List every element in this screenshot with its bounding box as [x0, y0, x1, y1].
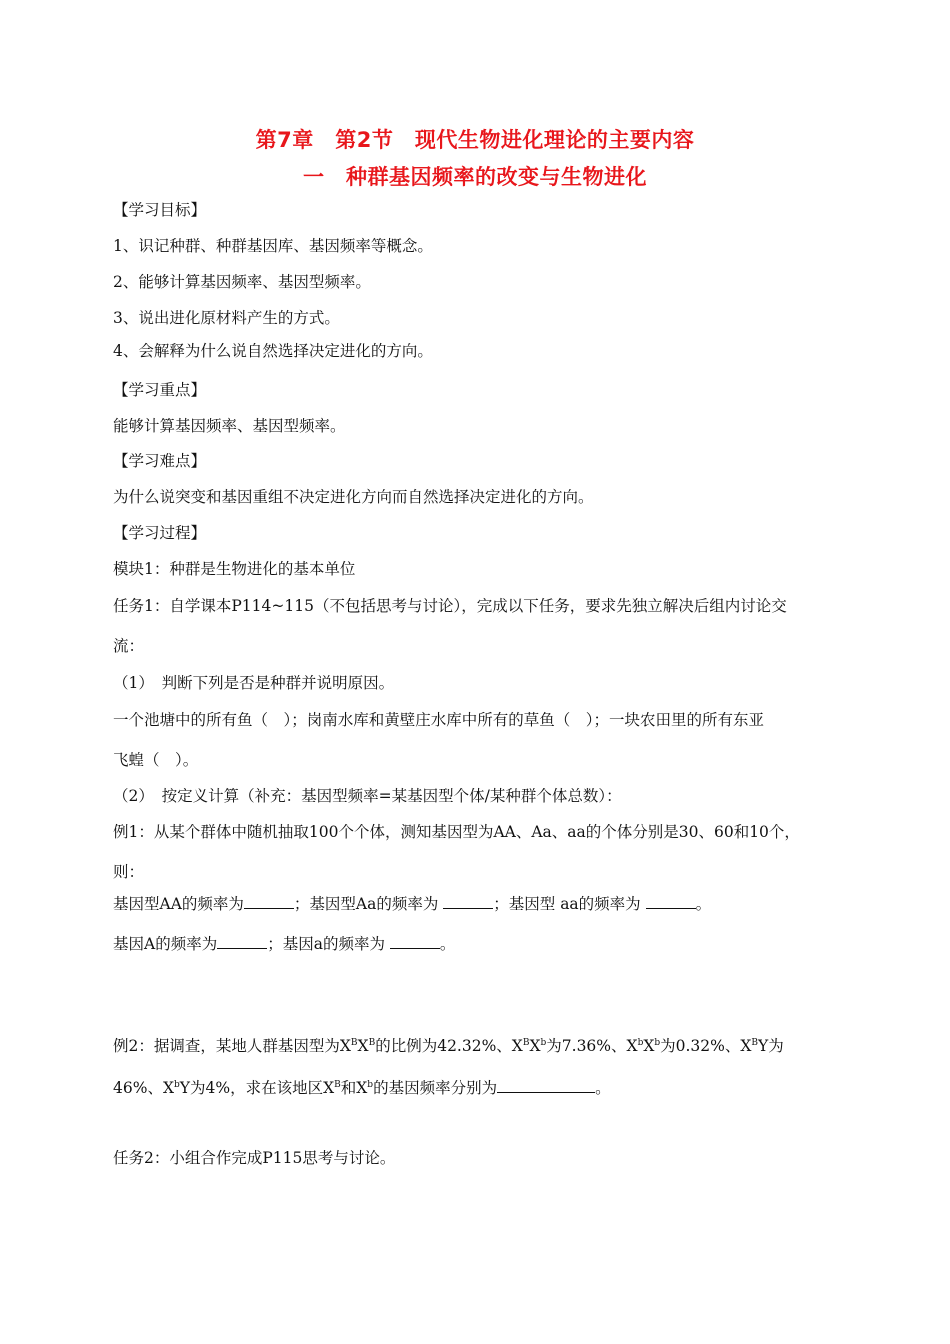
question-1: （1） 判断下列是否是种群并说明原因。 [113, 674, 395, 692]
superscript: B [368, 1038, 376, 1048]
text-run: 46%、X [113, 1079, 174, 1097]
text-run: X [643, 1037, 655, 1055]
text-run: X [529, 1037, 541, 1055]
text-run: 的基因频率分别为 [373, 1079, 498, 1097]
difficulty-header: 【学习难点】 [113, 452, 207, 470]
task-1-text-cont: 流： [113, 637, 145, 655]
text-run: 例2：据调查，某地人群基因型为X [113, 1037, 351, 1055]
module-1-heading: 模块1：种群是生物进化的基本单位 [113, 560, 356, 578]
punctuation: 。 [439, 935, 456, 953]
superscript: b [367, 1080, 374, 1090]
superscript: B [334, 1080, 341, 1090]
text-run: 为7.36%、X [546, 1037, 638, 1055]
superscript: b [637, 1038, 644, 1048]
keypoint-header: 【学习重点】 [113, 381, 207, 399]
answer-blank[interactable] [497, 1078, 595, 1093]
objective-item: 3、说出进化原材料产生的方式。 [113, 309, 340, 327]
answer-blank[interactable] [244, 894, 294, 909]
superscript: b [654, 1038, 661, 1048]
section-title: 一 种群基因频率的改变与生物进化 [303, 165, 647, 189]
objective-item: 1、识记种群、种群基因库、基因频率等概念。 [113, 237, 433, 255]
example-2-text-cont [113, 1078, 611, 1098]
superscript: B [350, 1038, 358, 1048]
question-1-items-cont: 飞蝗（ ）。 [113, 751, 199, 769]
text-run: X [357, 1037, 369, 1055]
task-2-text: 任务2：小组合作完成P115思考与讨论。 [113, 1149, 396, 1167]
genotype-aa-rec-label: ；基因型 aa的频率为 [493, 895, 646, 913]
example-1-text: 例1：从某个群体中随机抽取100个个体，测知基因型为AA、Aa、aa的个体分别是30、60和10个， [113, 823, 800, 841]
difficulty-text: 为什么说突变和基因重组不决定进化方向而自然选择决定进化的方向。 [113, 488, 594, 506]
example-1-gene-row [113, 934, 455, 954]
text-run: 和X [340, 1079, 368, 1097]
answer-blank[interactable] [217, 934, 267, 949]
text-run: 的比例为42.32%、X [375, 1037, 523, 1055]
superscript: B [751, 1038, 759, 1048]
answer-blank[interactable] [646, 894, 696, 909]
example-1-text-cont: 则： [113, 863, 145, 881]
objective-item: 2、能够计算基因频率、基因型频率。 [113, 273, 371, 291]
gene-a-label: 基因A的频率为 [113, 935, 218, 953]
genotype-aa-het-label: ；基因型Aa的频率为 [293, 895, 444, 913]
answer-blank[interactable] [390, 934, 440, 949]
superscript: b [540, 1038, 547, 1048]
process-header: 【学习过程】 [113, 524, 207, 542]
superscript: B [522, 1038, 530, 1048]
question-2: （2） 按定义计算（补充：基因型频率=某基因型个体/某种群个体总数）： [113, 787, 622, 805]
chapter-title: 第7章 第2节 现代生物进化理论的主要内容 [255, 128, 695, 152]
task-1-text: 任务1：自学课本P114~115（不包括思考与讨论），完成以下任务，要求先独立解决后组内讨论交 [113, 597, 787, 615]
punctuation: 。 [595, 1079, 611, 1097]
example-2-text [113, 1036, 784, 1056]
objective-item: 4、会解释为什么说自然选择决定进化的方向。 [113, 342, 433, 360]
keypoint-text: 能够计算基因频率、基因型频率。 [113, 417, 346, 435]
question-1-items: 一个池塘中的所有鱼（ ）；岗南水库和黄壁庄水库中所有的草鱼（ ）；一块农田里的所有东亚 [113, 711, 765, 729]
objectives-header: 【学习目标】 [113, 201, 207, 219]
example-1-genotype-row [113, 894, 711, 914]
answer-blank[interactable] [443, 894, 493, 909]
genotype-aa-label: 基因型AA的频率为 [113, 895, 244, 913]
text-run: Y为4%，求在该地区X [179, 1079, 335, 1097]
punctuation: 。 [695, 895, 712, 913]
text-run: 为0.32%、X [660, 1037, 752, 1055]
gene-a-rec-label: ；基因a的频率为 [267, 935, 390, 953]
text-run: Y为 [758, 1037, 784, 1055]
superscript: b [174, 1080, 180, 1090]
